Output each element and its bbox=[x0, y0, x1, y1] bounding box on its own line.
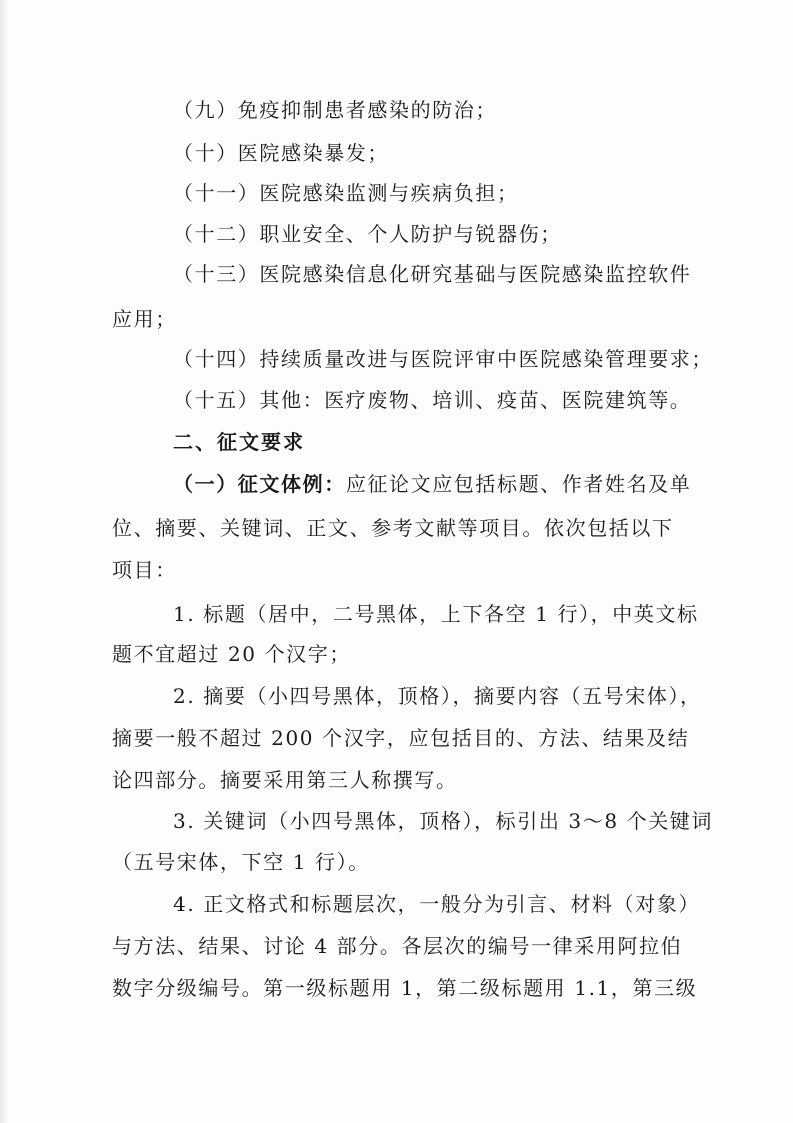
section-heading: 二、征文要求 bbox=[173, 430, 305, 454]
list-item-14: （十四）持续质量改进与医院评审中医院感染管理要求； bbox=[173, 347, 713, 371]
paragraph-line: 题不宜超过 20 个汉字； bbox=[112, 642, 351, 666]
list-item-10: （十）医院感染暴发； bbox=[173, 141, 389, 165]
paragraph-line: 1. 标题（居中，二号黑体，上下各空 1 行），中英文标 bbox=[173, 602, 699, 626]
scan-shadow-edge bbox=[0, 0, 8, 1123]
list-item-13: （十三）医院感染信息化研究基础与医院感染监控软件 bbox=[173, 262, 692, 286]
paragraph-line: 2. 摘要（小四号黑体，顶格），摘要内容（五号宋体）， bbox=[173, 684, 702, 708]
list-item-15: （十五）其他：医疗废物、培训、疫苗、医院建筑等。 bbox=[173, 388, 692, 412]
subsection-first-line bbox=[173, 470, 691, 498]
paragraph-line: 摘要一般不超过 200 个汉字，应包括目的、方法、结果及结 bbox=[112, 726, 690, 750]
subsection-label: （一）征文体例： bbox=[173, 472, 346, 496]
paragraph-line: 4. 正文格式和标题层次，一般分为引言、材料（对象） bbox=[173, 892, 701, 916]
paragraph-line: 3. 关键词（小四号黑体，顶格），标引出 3～8 个关键词 bbox=[173, 809, 714, 833]
paragraph-line: 论四部分。摘要采用第三人称撰写。 bbox=[112, 768, 458, 792]
list-item-11: （十一）医院感染监测与疾病负担； bbox=[173, 181, 519, 205]
subsection-text: 应征论文应包括标题、作者姓名及单 bbox=[345, 472, 692, 496]
subsection-line-2: 位、摘要、关键词、正文、参考文献等项目。依次包括以下 bbox=[112, 516, 674, 540]
paragraph-line: 数字分级编号。第一级标题用 1，第二级标题用 1.1，第三级 bbox=[112, 976, 698, 1000]
paragraph-line: 与方法、结果、讨论 4 部分。各层次的编号一律采用阿拉伯 bbox=[112, 934, 683, 958]
list-item-13-continuation: 应用； bbox=[112, 307, 177, 331]
paragraph-line: （五号宋体，下空 1 行）。 bbox=[112, 850, 370, 874]
list-item-9: （九）免疫抑制患者感染的防治； bbox=[173, 98, 497, 122]
list-item-12: （十二）职业安全、个人防护与锐器伤； bbox=[173, 222, 562, 246]
subsection-line-3: 项目： bbox=[112, 558, 177, 582]
